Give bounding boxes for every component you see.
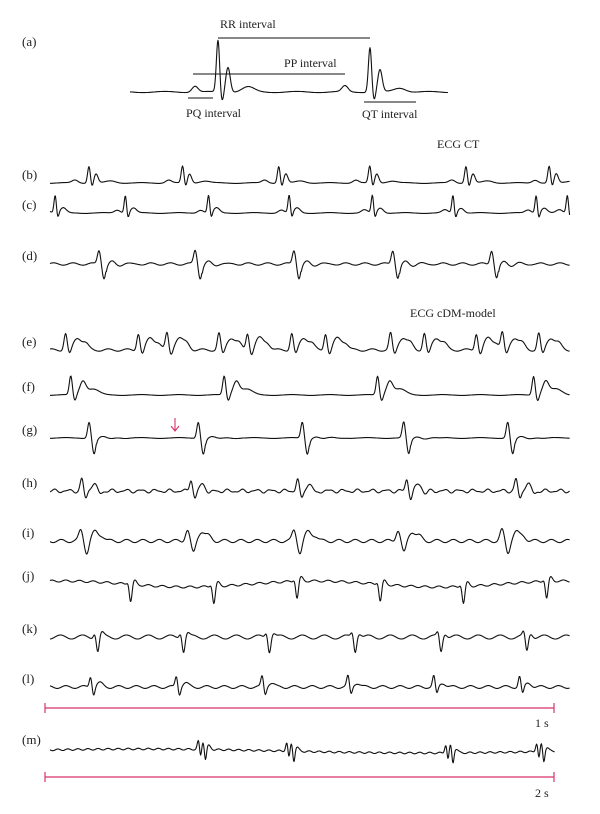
ecg-panels	[22, 166, 570, 695]
panel-c-label: (c)	[22, 197, 37, 212]
scale-bar-1s	[45, 703, 554, 713]
panel-h-label: (h)	[22, 475, 38, 490]
panel-b-label: (b)	[22, 167, 38, 182]
panel-i-trace	[50, 529, 570, 555]
panel-j-trace	[50, 576, 570, 603]
panel-d-trace	[50, 250, 570, 279]
panel-e-trace	[50, 332, 570, 355]
ecg-ct-title: ECG CT	[437, 137, 480, 151]
panel-a-label: (a)	[22, 34, 37, 49]
qt-interval-label: QT interval	[362, 107, 418, 121]
panel-l-trace	[50, 675, 570, 695]
panel-g-label: (g)	[22, 422, 38, 437]
scale-bar-2s	[45, 772, 554, 782]
rr-interval-label: RR interval	[220, 17, 276, 31]
scale-1s-label: 1 s	[535, 716, 549, 730]
panel-b-trace	[50, 166, 570, 185]
panel-m-label: (m)	[22, 732, 41, 747]
panel-k-label: (k)	[22, 621, 38, 636]
panel-d-label: (d)	[22, 248, 38, 263]
panel-g-trace	[50, 422, 570, 454]
panel-m-trace	[50, 741, 555, 763]
panel-f-trace	[50, 376, 570, 400]
pp-interval-label: PP interval	[284, 56, 337, 70]
panel-f-label: (f)	[22, 379, 35, 394]
panel-h-trace	[50, 478, 570, 500]
panel-i-label: (i)	[22, 525, 35, 540]
panel-j-label: (j)	[22, 568, 35, 583]
panel-e-label: (e)	[22, 334, 37, 349]
panel-c-trace	[50, 195, 570, 217]
ecg-cdm-title: ECG cDM-model	[410, 306, 496, 320]
panel-a-schematic	[130, 17, 448, 121]
arrow-marker	[171, 418, 179, 431]
scale-2s-label: 2 s	[535, 786, 549, 800]
panel-k-trace	[50, 631, 570, 653]
panel-l-label: (l)	[22, 671, 35, 686]
pq-interval-label: PQ interval	[186, 106, 241, 120]
